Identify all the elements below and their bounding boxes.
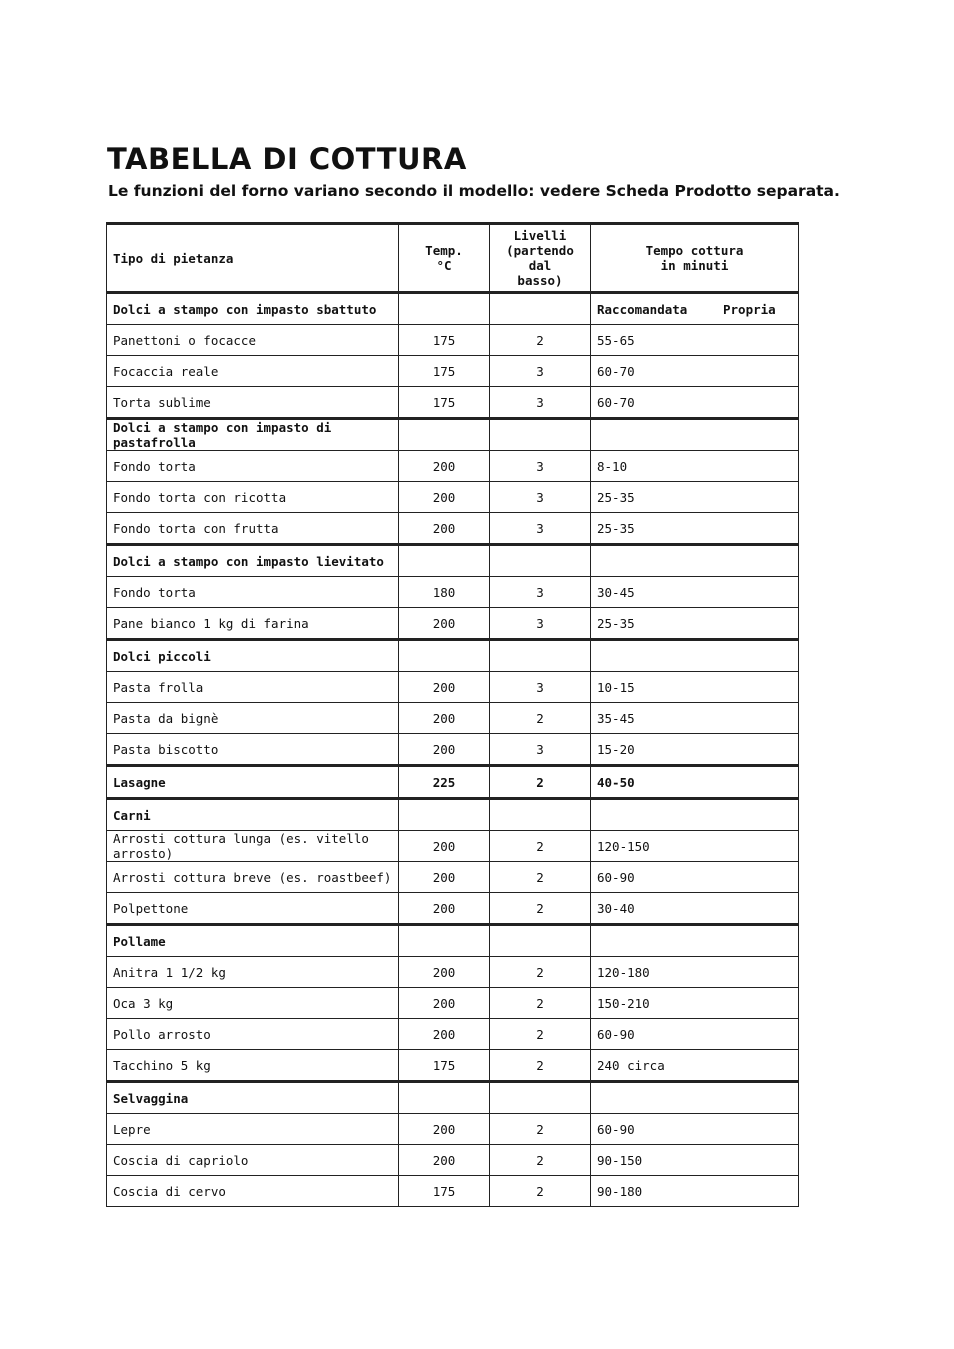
dish-name-cell: Coscia di cervo bbox=[107, 1176, 399, 1207]
table-row bbox=[107, 325, 799, 356]
table-row bbox=[107, 577, 799, 608]
time-cell: 25-35 bbox=[591, 608, 799, 640]
temp-cell: 180 bbox=[399, 577, 490, 608]
dish-name-cell: Pasta da bignè bbox=[107, 703, 399, 734]
level-cell: 3 bbox=[490, 672, 591, 703]
dish-name-cell: Fondo torta con frutta bbox=[107, 513, 399, 545]
level-cell: 3 bbox=[490, 734, 591, 766]
dish-name-cell: Pasta frolla bbox=[107, 672, 399, 703]
cooking-table-body bbox=[107, 293, 799, 1207]
table-row bbox=[107, 1019, 799, 1050]
table-row bbox=[107, 1145, 799, 1176]
level-cell bbox=[490, 640, 591, 672]
header-raccomandata: Raccomandata bbox=[597, 301, 688, 317]
group-name-cell: Selvaggina bbox=[107, 1082, 399, 1114]
time-cell: 120-150 bbox=[591, 831, 799, 862]
table-row bbox=[107, 831, 799, 862]
time-cell: 90-150 bbox=[591, 1145, 799, 1176]
time-cell: 15-20 bbox=[591, 734, 799, 766]
table-row bbox=[107, 482, 799, 513]
time-cell: 150-210 bbox=[591, 988, 799, 1019]
table-row bbox=[107, 1050, 799, 1082]
table-row bbox=[107, 957, 799, 988]
temp-cell: 200 bbox=[399, 988, 490, 1019]
time-cell bbox=[591, 419, 799, 451]
level-cell bbox=[490, 1082, 591, 1114]
temp-cell bbox=[399, 419, 490, 451]
time-cell: 120-180 bbox=[591, 957, 799, 988]
temp-cell: 200 bbox=[399, 703, 490, 734]
cooking-table-header bbox=[107, 224, 799, 293]
time-subheaders-cell bbox=[591, 293, 799, 325]
level-cell: 2 bbox=[490, 988, 591, 1019]
dish-name-cell: Focaccia reale bbox=[107, 356, 399, 387]
dish-name-cell: Pane bianco 1 kg di farina bbox=[107, 608, 399, 640]
time-cell: 30-40 bbox=[591, 893, 799, 925]
table-row bbox=[107, 672, 799, 703]
dish-name-cell: Fondo torta bbox=[107, 577, 399, 608]
level-cell: 2 bbox=[490, 1114, 591, 1145]
level-cell bbox=[490, 925, 591, 957]
temp-cell: 200 bbox=[399, 451, 490, 482]
temp-cell bbox=[399, 640, 490, 672]
time-cell: 40-50 bbox=[591, 766, 799, 799]
temp-cell bbox=[399, 925, 490, 957]
group-name-cell: Pollame bbox=[107, 925, 399, 957]
header-tipo-di-pietanza: Tipo di pietanza bbox=[107, 224, 399, 293]
dish-name-cell: Lepre bbox=[107, 1114, 399, 1145]
table-group-row bbox=[107, 293, 799, 325]
time-cell: 60-70 bbox=[591, 387, 799, 419]
table-row bbox=[107, 608, 799, 640]
table-row bbox=[107, 734, 799, 766]
temp-cell: 200 bbox=[399, 482, 490, 513]
level-cell: 2 bbox=[490, 1050, 591, 1082]
table-row bbox=[107, 893, 799, 925]
group-name-cell: Dolci a stampo con impasto lievitato bbox=[107, 545, 399, 577]
dish-name-cell: Pollo arrosto bbox=[107, 1019, 399, 1050]
header-row bbox=[107, 224, 799, 293]
level-cell: 2 bbox=[490, 831, 591, 862]
time-cell: 35-45 bbox=[591, 703, 799, 734]
temp-cell: 175 bbox=[399, 1050, 490, 1082]
time-cell: 60-70 bbox=[591, 356, 799, 387]
dish-name-cell: Polpettone bbox=[107, 893, 399, 925]
level-cell: 2 bbox=[490, 1019, 591, 1050]
dish-name-cell: Pasta biscotto bbox=[107, 734, 399, 766]
header-livelli-line1: Livelli bbox=[513, 228, 567, 243]
table-group-row bbox=[107, 925, 799, 957]
temp-cell: 225 bbox=[399, 766, 490, 799]
header-tempo-cottura bbox=[591, 224, 799, 293]
time-cell bbox=[591, 799, 799, 831]
level-cell: 3 bbox=[490, 608, 591, 640]
time-cell: 25-35 bbox=[591, 513, 799, 545]
time-cell: 8-10 bbox=[591, 451, 799, 482]
dish-name-cell: Torta sublime bbox=[107, 387, 399, 419]
dish-name-cell: Arrosti cottura lunga (es. vitello arrosto) bbox=[107, 831, 399, 862]
table-row bbox=[107, 1114, 799, 1145]
temp-cell: 200 bbox=[399, 513, 490, 545]
temp-cell: 175 bbox=[399, 1176, 490, 1207]
time-cell: 60-90 bbox=[591, 1019, 799, 1050]
level-cell: 2 bbox=[490, 703, 591, 734]
time-cell: 55-65 bbox=[591, 325, 799, 356]
time-cell bbox=[591, 1082, 799, 1114]
time-cell: 60-90 bbox=[591, 1114, 799, 1145]
temp-cell bbox=[399, 799, 490, 831]
level-cell: 3 bbox=[490, 387, 591, 419]
table-row bbox=[107, 451, 799, 482]
table-group-row bbox=[107, 545, 799, 577]
level-cell bbox=[490, 545, 591, 577]
time-cell: 240 circa bbox=[591, 1050, 799, 1082]
table-group-row bbox=[107, 640, 799, 672]
header-propria: Propria bbox=[723, 301, 776, 317]
level-cell: 3 bbox=[490, 482, 591, 513]
table-row bbox=[107, 862, 799, 893]
table-group-row bbox=[107, 799, 799, 831]
header-livelli-line3: basso) bbox=[517, 273, 563, 288]
temp-cell: 175 bbox=[399, 356, 490, 387]
dish-name-cell: Anitra 1 1/2 kg bbox=[107, 957, 399, 988]
header-temp-line1: Temp. bbox=[425, 243, 463, 258]
level-cell: 2 bbox=[490, 957, 591, 988]
level-cell: 3 bbox=[490, 513, 591, 545]
level-cell: 3 bbox=[490, 577, 591, 608]
time-cell: 10-15 bbox=[591, 672, 799, 703]
header-tempo-line2: in minuti bbox=[660, 258, 729, 273]
time-cell: 90-180 bbox=[591, 1176, 799, 1207]
time-cell bbox=[591, 925, 799, 957]
temp-cell: 175 bbox=[399, 325, 490, 356]
time-cell bbox=[591, 545, 799, 577]
time-cell bbox=[591, 640, 799, 672]
table-group-row bbox=[107, 419, 799, 451]
time-cell: 25-35 bbox=[591, 482, 799, 513]
table-row bbox=[107, 387, 799, 419]
temp-cell: 200 bbox=[399, 672, 490, 703]
temp-cell: 200 bbox=[399, 831, 490, 862]
table-row bbox=[107, 513, 799, 545]
time-cell: 60-90 bbox=[591, 862, 799, 893]
dish-name-cell: Tacchino 5 kg bbox=[107, 1050, 399, 1082]
temp-cell bbox=[399, 293, 490, 325]
level-cell: 2 bbox=[490, 1176, 591, 1207]
temp-cell: 200 bbox=[399, 862, 490, 893]
group-name-cell: Carni bbox=[107, 799, 399, 831]
temp-cell: 200 bbox=[399, 1145, 490, 1176]
temp-cell bbox=[399, 545, 490, 577]
level-cell: 3 bbox=[490, 356, 591, 387]
dish-name-cell: Panettoni o focacce bbox=[107, 325, 399, 356]
dish-name-cell: Arrosti cottura breve (es. roastbeef) bbox=[107, 862, 399, 893]
level-cell bbox=[490, 293, 591, 325]
level-cell: 2 bbox=[490, 893, 591, 925]
level-cell bbox=[490, 419, 591, 451]
group-name-cell: Dolci piccoli bbox=[107, 640, 399, 672]
header-tempo-line1: Tempo cottura bbox=[645, 243, 744, 258]
table-group-row bbox=[107, 1082, 799, 1114]
group-name-cell: Dolci a stampo con impasto di pastafrolla bbox=[107, 419, 399, 451]
page-title: TABELLA DI COTTURA bbox=[107, 142, 467, 176]
dish-name-cell: Oca 3 kg bbox=[107, 988, 399, 1019]
level-cell: 2 bbox=[490, 325, 591, 356]
cooking-table bbox=[106, 222, 799, 1207]
level-cell bbox=[490, 799, 591, 831]
level-cell: 3 bbox=[490, 451, 591, 482]
table-row bbox=[107, 1176, 799, 1207]
group-name-cell: Lasagne bbox=[107, 766, 399, 799]
temp-cell: 175 bbox=[399, 387, 490, 419]
header-livelli bbox=[490, 224, 591, 293]
dish-name-cell: Coscia di capriolo bbox=[107, 1145, 399, 1176]
temp-cell: 200 bbox=[399, 1019, 490, 1050]
level-cell: 2 bbox=[490, 862, 591, 893]
table-row bbox=[107, 356, 799, 387]
temp-cell bbox=[399, 1082, 490, 1114]
header-temp-line2: °C bbox=[436, 258, 452, 273]
header-temp bbox=[399, 224, 490, 293]
dish-name-cell: Fondo torta bbox=[107, 451, 399, 482]
temp-cell: 200 bbox=[399, 608, 490, 640]
temp-cell: 200 bbox=[399, 893, 490, 925]
table-group-row bbox=[107, 766, 799, 799]
temp-cell: 200 bbox=[399, 957, 490, 988]
page-subtitle: Le funzioni del forno variano secondo il modello: vedere Scheda Prodotto separata. bbox=[108, 182, 840, 200]
time-cell: 30-45 bbox=[591, 577, 799, 608]
level-cell: 2 bbox=[490, 766, 591, 799]
table-row bbox=[107, 703, 799, 734]
header-livelli-line2: (partendo dal bbox=[506, 243, 574, 273]
temp-cell: 200 bbox=[399, 1114, 490, 1145]
dish-name-cell: Fondo torta con ricotta bbox=[107, 482, 399, 513]
level-cell: 2 bbox=[490, 1145, 591, 1176]
group-name-cell: Dolci a stampo con impasto sbattuto bbox=[107, 293, 399, 325]
table-row bbox=[107, 988, 799, 1019]
temp-cell: 200 bbox=[399, 734, 490, 766]
